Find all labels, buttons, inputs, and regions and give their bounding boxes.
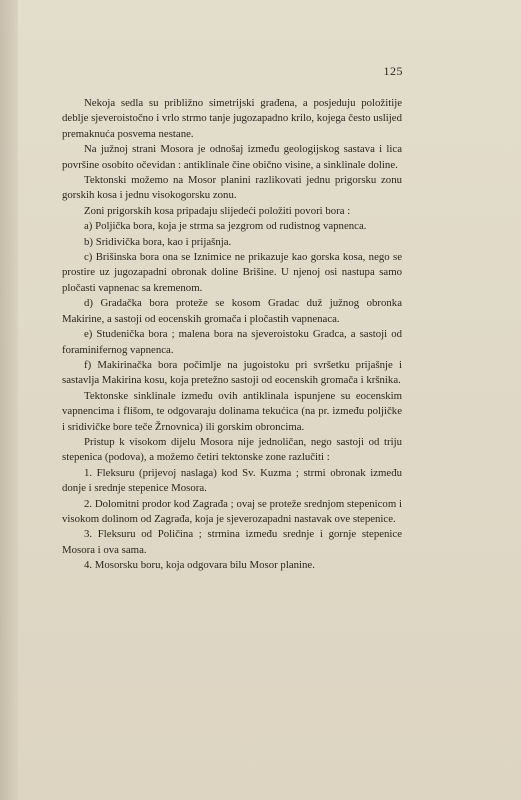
list-item: b) Sridivička bora, kao i prijašnja.: [84, 235, 232, 248]
list-item: d) Gradačka bora proteže se kosom Gradac duž južnog obronka Makirine, a sastoji od eocenskih gromača i pločastih vapnenaca.: [62, 297, 402, 325]
page-number: 125: [383, 64, 403, 78]
list-item: 1. Fleksuru (prijevoj naslaga) kod Sv. Kuzma ; strmi obronak između donje i srednje stepenice Mosora.: [62, 466, 402, 495]
list-item: e) Studenička bora ; malena bora na sjeveroistoku Gradca, a sastoji od foraminifernog vapnenca.: [62, 328, 402, 356]
paragraph: Nekoja sedla su približno simetrijski građena, a posjeduju položitije deblje sjeveroistočno i vrlo strmo tanje jugozapadno krilo, kojega često uslijed premaknuća posvema nestane.: [62, 97, 402, 140]
list-item: f) Makirinačka bora počimlje na jugoistoku pri svršetku prijašnje i sastavlja Makirina kosu, koja pretežno sastoji od eocenskih gromača i kršnika.: [62, 358, 402, 387]
list-item: 4. Mosorsku boru, koja odgovara bilu Mosor planine.: [84, 559, 315, 572]
list-item: 2. Dolomitni prodor kod Zagrađa ; ovaj se proteže srednjom stepenicom i visokom dolinom od Zagrađa, koja je sjeverozapadni nastavak ove stepenice.: [62, 497, 402, 525]
paragraph: Tektonski možemo na Mosor planini razlikovati jednu prigorsku zonu gorskih kosa i jednu visokogorsku zonu.: [62, 174, 402, 202]
list-item: 3. Fleksuru od Poličina ; strmina između srednje i gornje stepenice Mosora i ova sama.: [62, 528, 402, 556]
paragraph: Pristup k visokom dijelu Mosora nije jednoličan, nego sastoji od triju stepenica (podova), a možemo četiri tektonske zone razlučiti :: [62, 435, 402, 464]
paragraph: Tektonske sinklinale između ovih antiklinala ispunjene su eocenskim vapnencima i flišom, te odgovaraju dolinama tekućica (na pr. između poljičke i sridivičke bore teče Žrnovnica) ili gorskim obroncima.: [62, 389, 402, 433]
list-item: c) Brišinska bora ona se Iznimice ne prikazuje kao gorska kosa, nego se prostire uz jugozapadni obronak doline Brišine. U njenoj osi nastupa samo pločasti vapnenac sa kremenom.: [62, 251, 402, 294]
body-text: [62, 96, 402, 574]
paragraph: Zoni prigorskih kosa pripadaju slijedeći položiti povori bora :: [84, 204, 351, 217]
list-item: a) Poljička bora, koja je strma sa jezgrom od rudistnog vapnenca.: [84, 220, 367, 233]
paragraph: Na južnoj strani Mosora je odnošaj između geologijskog sastava i lica površine osobito očevidan : antiklinale čine obično visine, a sinklinale doline.: [62, 143, 402, 171]
